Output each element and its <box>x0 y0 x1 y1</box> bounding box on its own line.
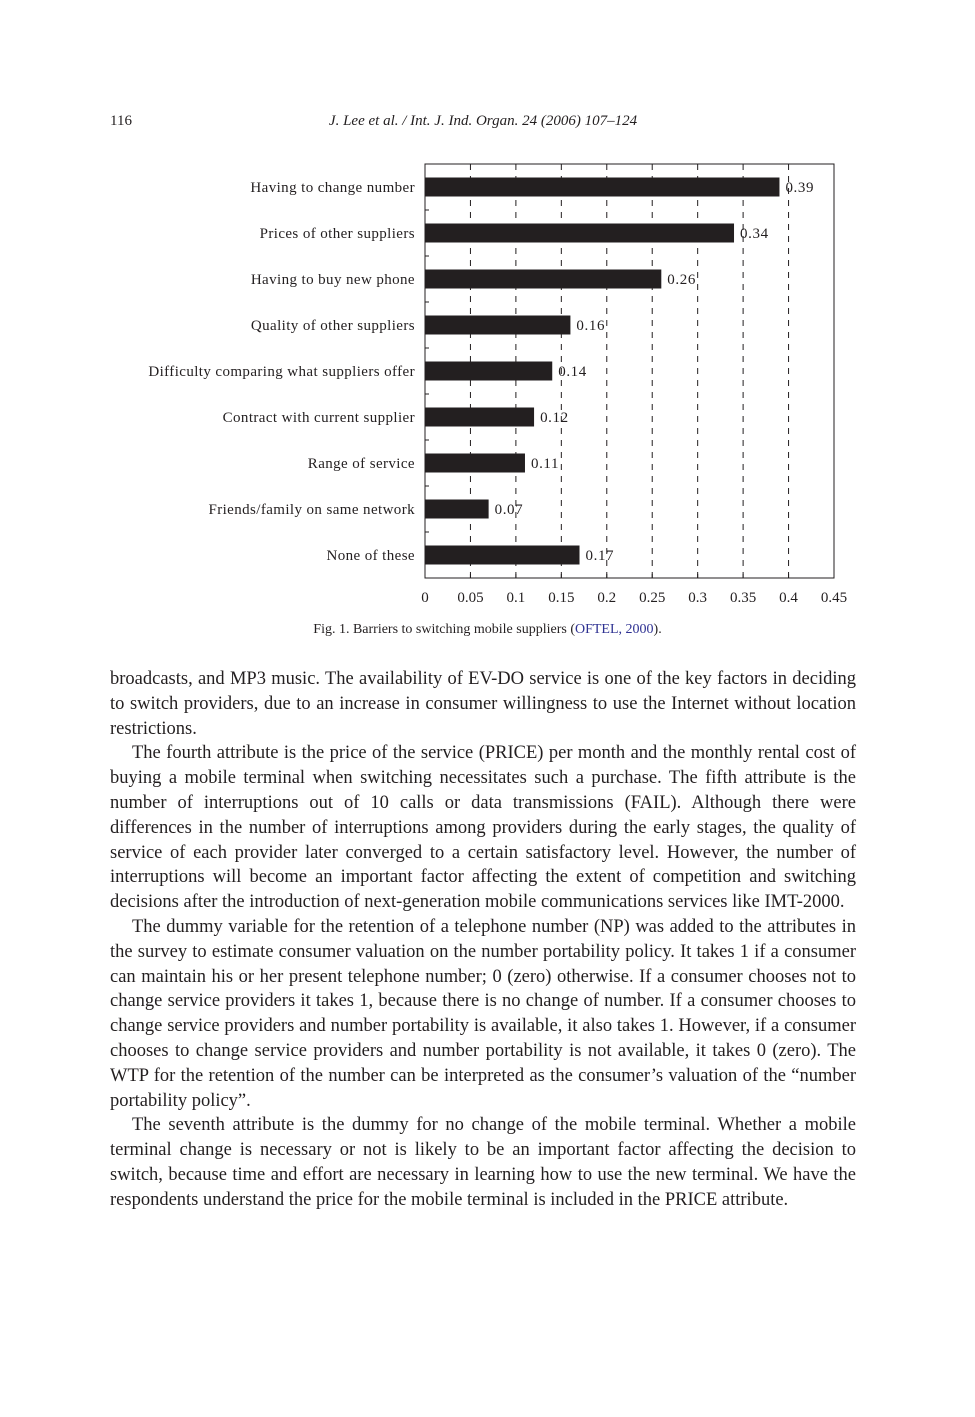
category-label: Difficulty comparing what suppliers offer <box>148 364 415 380</box>
category-label: Prices of other suppliers <box>259 226 415 242</box>
x-tick-label: 0.4 <box>779 590 798 606</box>
x-tick-label: 0.3 <box>688 590 708 606</box>
value-label: 0.14 <box>558 364 587 380</box>
bar <box>425 408 534 427</box>
bar <box>425 546 580 565</box>
paragraph: The fourth attribute is the price of the service (PRICE) per month and the monthly rental cost of buying a mobile terminal when switching necessitates such a purchase. The fifth attribute is the number of interruptions out of 10 calls or data transmissions (FAIL). Although there were differences in the number of interruptions among providers during the early stages, the quality of service of each provider later converged to a certain satisfactory level. However, the number of interruptions will become an important factor affecting the extent of competition and switching decisions after the introduction of next-generation mobile communications services like IMT-2000. <box>110 743 856 913</box>
value-label: 0.26 <box>667 272 696 288</box>
value-label: 0.11 <box>530 456 560 472</box>
x-tick-label: 0.15 <box>548 590 575 606</box>
value-label: 0.39 <box>785 180 815 196</box>
running-head: J. Lee et al. / Int. J. Ind. Organ. 24 (2006) 107–124 <box>328 113 638 129</box>
paragraph: The seventh attribute is the dummy for no change of the mobile terminal. Whether a mobile terminal change is necessary or not is likely to be an important factor affecting the decision to switch, because time and effort are necessary in learning how to use the new terminal. We have the respondents understand the price for the mobile terminal is included in the PRICE attribute. <box>110 1115 856 1210</box>
paragraph: The dummy variable for the retention of a telephone number (NP) was added to the attributes in the survey to estimate consumer valuation on the number portability policy. It takes 1 if a consumer can maintain his or her present telephone number; 0 (zero) otherwise. If a consumer chooses not to change service providers it takes 1, because there is no change of number. If a consumer chooses to change service providers and number portability is available, it also takes 1. However, if a consumer chooses to change service providers and number portability is not available, it takes 0 (zero). The WTP for the retention of the number can be interpreted as the consumer’s valuation of the “number portability policy”. <box>110 916 856 1111</box>
x-tick-label: 0.25 <box>639 590 666 606</box>
caption-suffix: ). <box>653 622 662 637</box>
x-tick-label: 0.35 <box>729 590 757 606</box>
bar <box>425 500 489 519</box>
citation-link[interactable]: OFTEL, 2000 <box>574 622 654 637</box>
x-tick-label: 0.1 <box>506 590 526 606</box>
x-tick-label: 0 <box>421 590 429 606</box>
bar <box>425 316 570 335</box>
category-label: Range of service <box>307 456 415 472</box>
bar <box>425 224 734 243</box>
value-label: 0.16 <box>576 318 606 334</box>
bar <box>425 270 661 289</box>
bar <box>425 178 779 197</box>
category-label: Quality of other suppliers <box>250 318 415 334</box>
page-header <box>110 113 856 135</box>
category-label: Having to buy new phone <box>250 272 415 288</box>
x-tick-label: 0.05 <box>457 590 484 606</box>
caption-prefix: Fig. 1. Barriers to switching mobile suppliers ( <box>313 622 575 637</box>
value-label: 0.17 <box>585 548 615 564</box>
page-number: 116 <box>110 113 132 129</box>
x-tick-label: 0.2 <box>597 590 617 606</box>
value-label: 0.34 <box>740 226 769 242</box>
body-text <box>110 667 856 1213</box>
bar-chart <box>0 150 975 615</box>
paragraph: broadcasts, and MP3 music. The availability of EV-DO service is one of the key factors in deciding to switch providers, due to an increase in consumer willingness to use the Internet without location restrictions. <box>110 669 856 739</box>
category-label: None of these <box>326 548 415 564</box>
figure-caption <box>0 622 975 638</box>
value-label: 0.12 <box>540 410 569 426</box>
category-label: Contract with current supplier <box>222 410 415 426</box>
bar <box>425 362 552 381</box>
category-label: Having to change number <box>250 180 415 196</box>
bar <box>425 454 525 473</box>
value-label: 0.07 <box>494 502 524 518</box>
x-tick-label: 0.45 <box>820 590 848 606</box>
category-label: Friends/family on same network <box>208 502 415 518</box>
